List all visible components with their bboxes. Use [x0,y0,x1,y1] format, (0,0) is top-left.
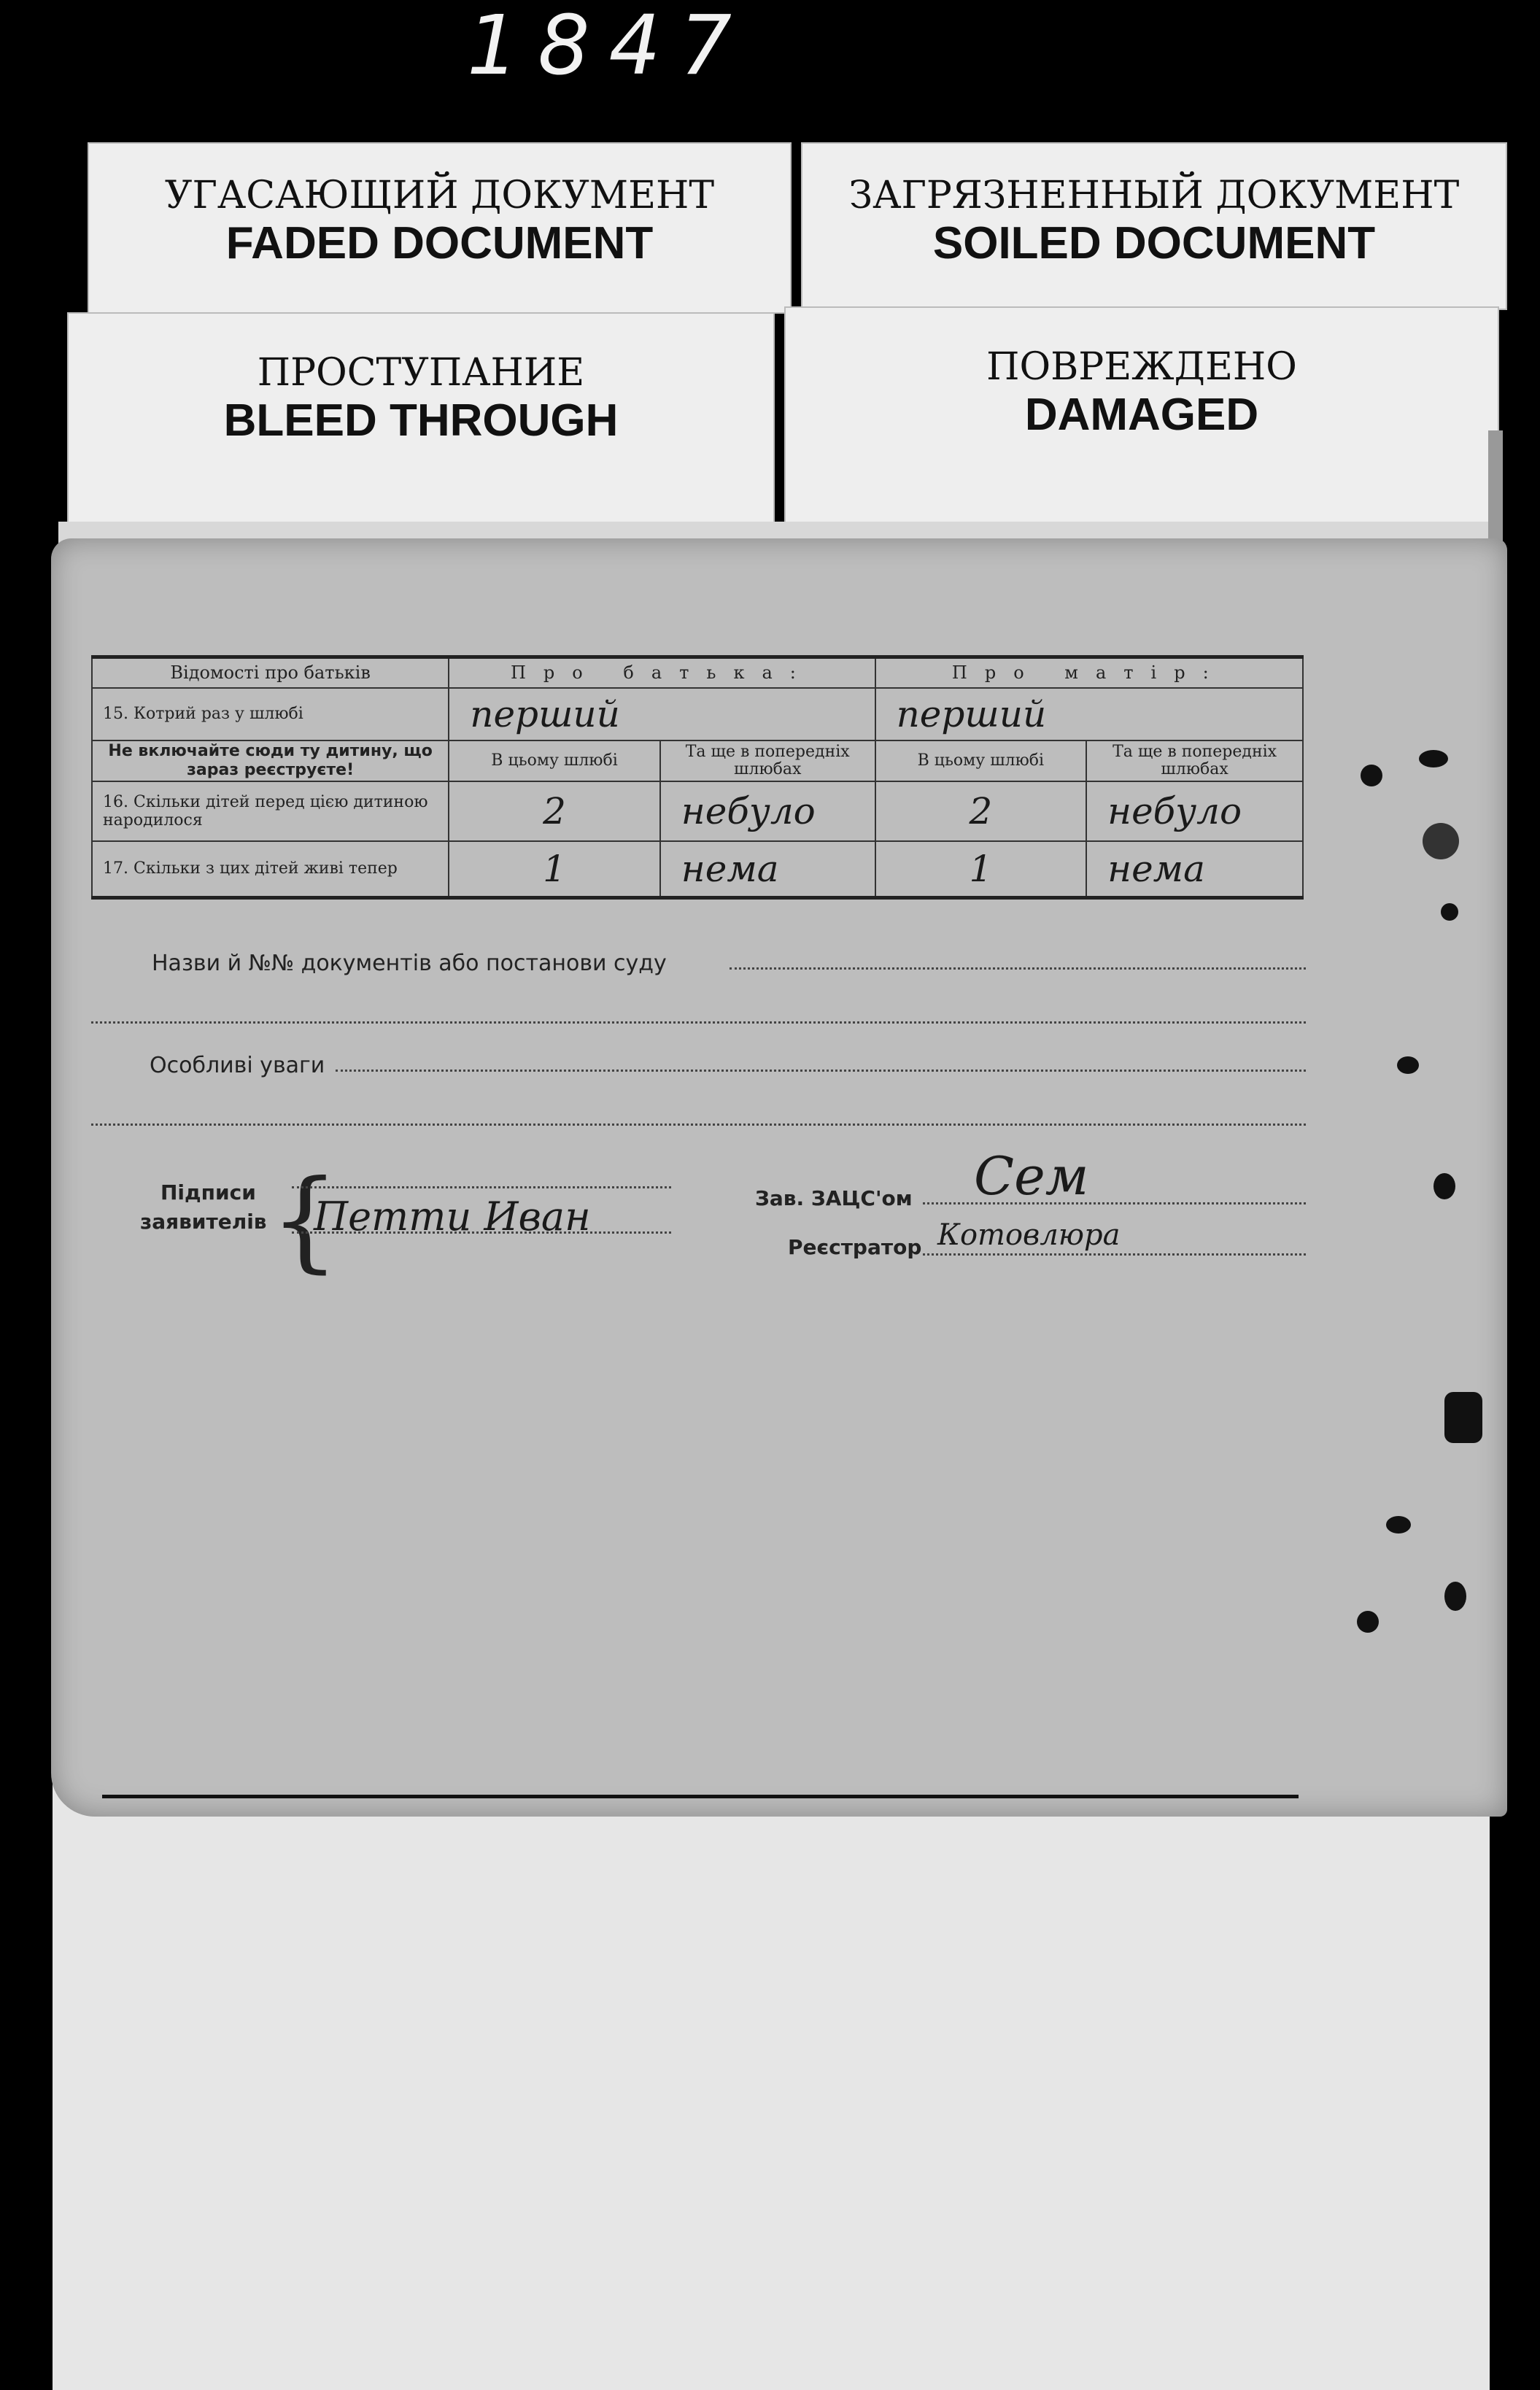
frame-number: 1847 [467,0,751,93]
bleed-label-en: BLEED THROUGH [223,395,619,446]
father-previous-marriages-header: Та ще в попередніх шлюбах [660,740,875,781]
remarks-dotted-line [336,1070,1306,1072]
signature-line-1 [292,1186,671,1188]
row16-mother-prev: небуло [1086,781,1303,841]
faded-label-en: FADED DOCUMENT [225,218,654,268]
remarks-label: Особливі уваги [150,1053,325,1078]
damage-hole [1361,765,1382,786]
documents-label: Назви й №№ документів або постанови суду [152,951,667,976]
row16-father-prev: небуло [660,781,875,841]
damaged-label-ru: ПОВРЕЖДЕНО [986,345,1297,389]
remarks-dotted-line-2 [91,1124,1306,1126]
documents-dotted-line-2 [91,1021,1306,1024]
row17-mother-prev: нема [1086,841,1303,898]
table-subheader-row [92,740,1303,781]
damage-hole [1357,1611,1379,1633]
row15-label: 15. Котрий раз у шлюбі [92,688,449,740]
soiled-label-ru: ЗАГРЯЗНЕННЫЙ ДОКУМЕНТ [848,174,1460,217]
bleed-label-ru: ПРОСТУПАНИЕ [257,351,585,395]
faded-document-label [88,142,792,314]
table-row-16 [92,781,1303,841]
form-sheet [51,538,1507,1817]
signatures-label-line1: Підписи [160,1180,256,1204]
damage-hole [1444,1392,1482,1443]
signatures-brace: { [270,1157,340,1284]
registrar-signature: Котовлюра [937,1218,1121,1252]
row16-label: 16. Скільки дітей перед цією дитиною народилося [92,781,449,841]
documents-dotted-line [730,967,1306,970]
header-father: Про батька: [449,657,875,688]
row17-mother-this: 1 [875,841,1087,898]
damage-hole [1444,1582,1466,1611]
header-parents-info: Відомості про батьків [92,657,449,688]
row17-father-this: 1 [449,841,660,898]
row15-mother-value: перший [875,688,1303,740]
soiled-document-label [801,142,1507,310]
mother-this-marriage-header: В цьому шлюбі [875,740,1087,781]
soiled-label-en: SOILED DOCUMENT [932,218,1376,268]
damaged-label-en: DAMAGED [1024,390,1259,440]
signatures-label-line2: заявителів [140,1210,267,1234]
lower-paper-sheet [53,1773,1490,2390]
bottom-rule [102,1795,1299,1798]
damage-hole [1386,1516,1411,1534]
applicant-signature: Петти Иван [314,1194,591,1240]
header-mother: Про матір: [875,657,1303,688]
bleed-through-label [67,312,775,524]
zags-head-signature: Сем [974,1145,1089,1207]
father-this-marriage-header: В цьому шлюбі [449,740,660,781]
damage-hole [1423,823,1459,859]
table-row-15 [92,688,1303,740]
row16-mother-this: 2 [875,781,1087,841]
row16-father-this: 2 [449,781,660,841]
row15-father-value: перший [449,688,875,740]
exclude-child-note: Не включайте сюди ту дитину, що зараз реєструєте! [92,740,449,781]
damage-hole [1433,1173,1455,1199]
mother-previous-marriages-header: Та ще в попередніх шлюбах [1086,740,1303,781]
damaged-label [784,306,1499,525]
row17-label: 17. Скільки з цих дітей живі тепер [92,841,449,898]
registrar-label: Реєстратор [788,1235,922,1259]
zags-head-label: Зав. ЗАЦС'ом [755,1186,913,1210]
damage-hole [1441,903,1458,921]
parents-info-table [91,655,1304,900]
registrar-line [923,1253,1306,1256]
table-row-17 [92,841,1303,898]
table-header-row [92,657,1303,688]
damage-hole [1419,750,1448,767]
damage-hole [1397,1056,1419,1074]
faded-label-ru: УГАСАЮЩИЙ ДОКУМЕНТ [164,174,715,217]
row17-father-prev: нема [660,841,875,898]
